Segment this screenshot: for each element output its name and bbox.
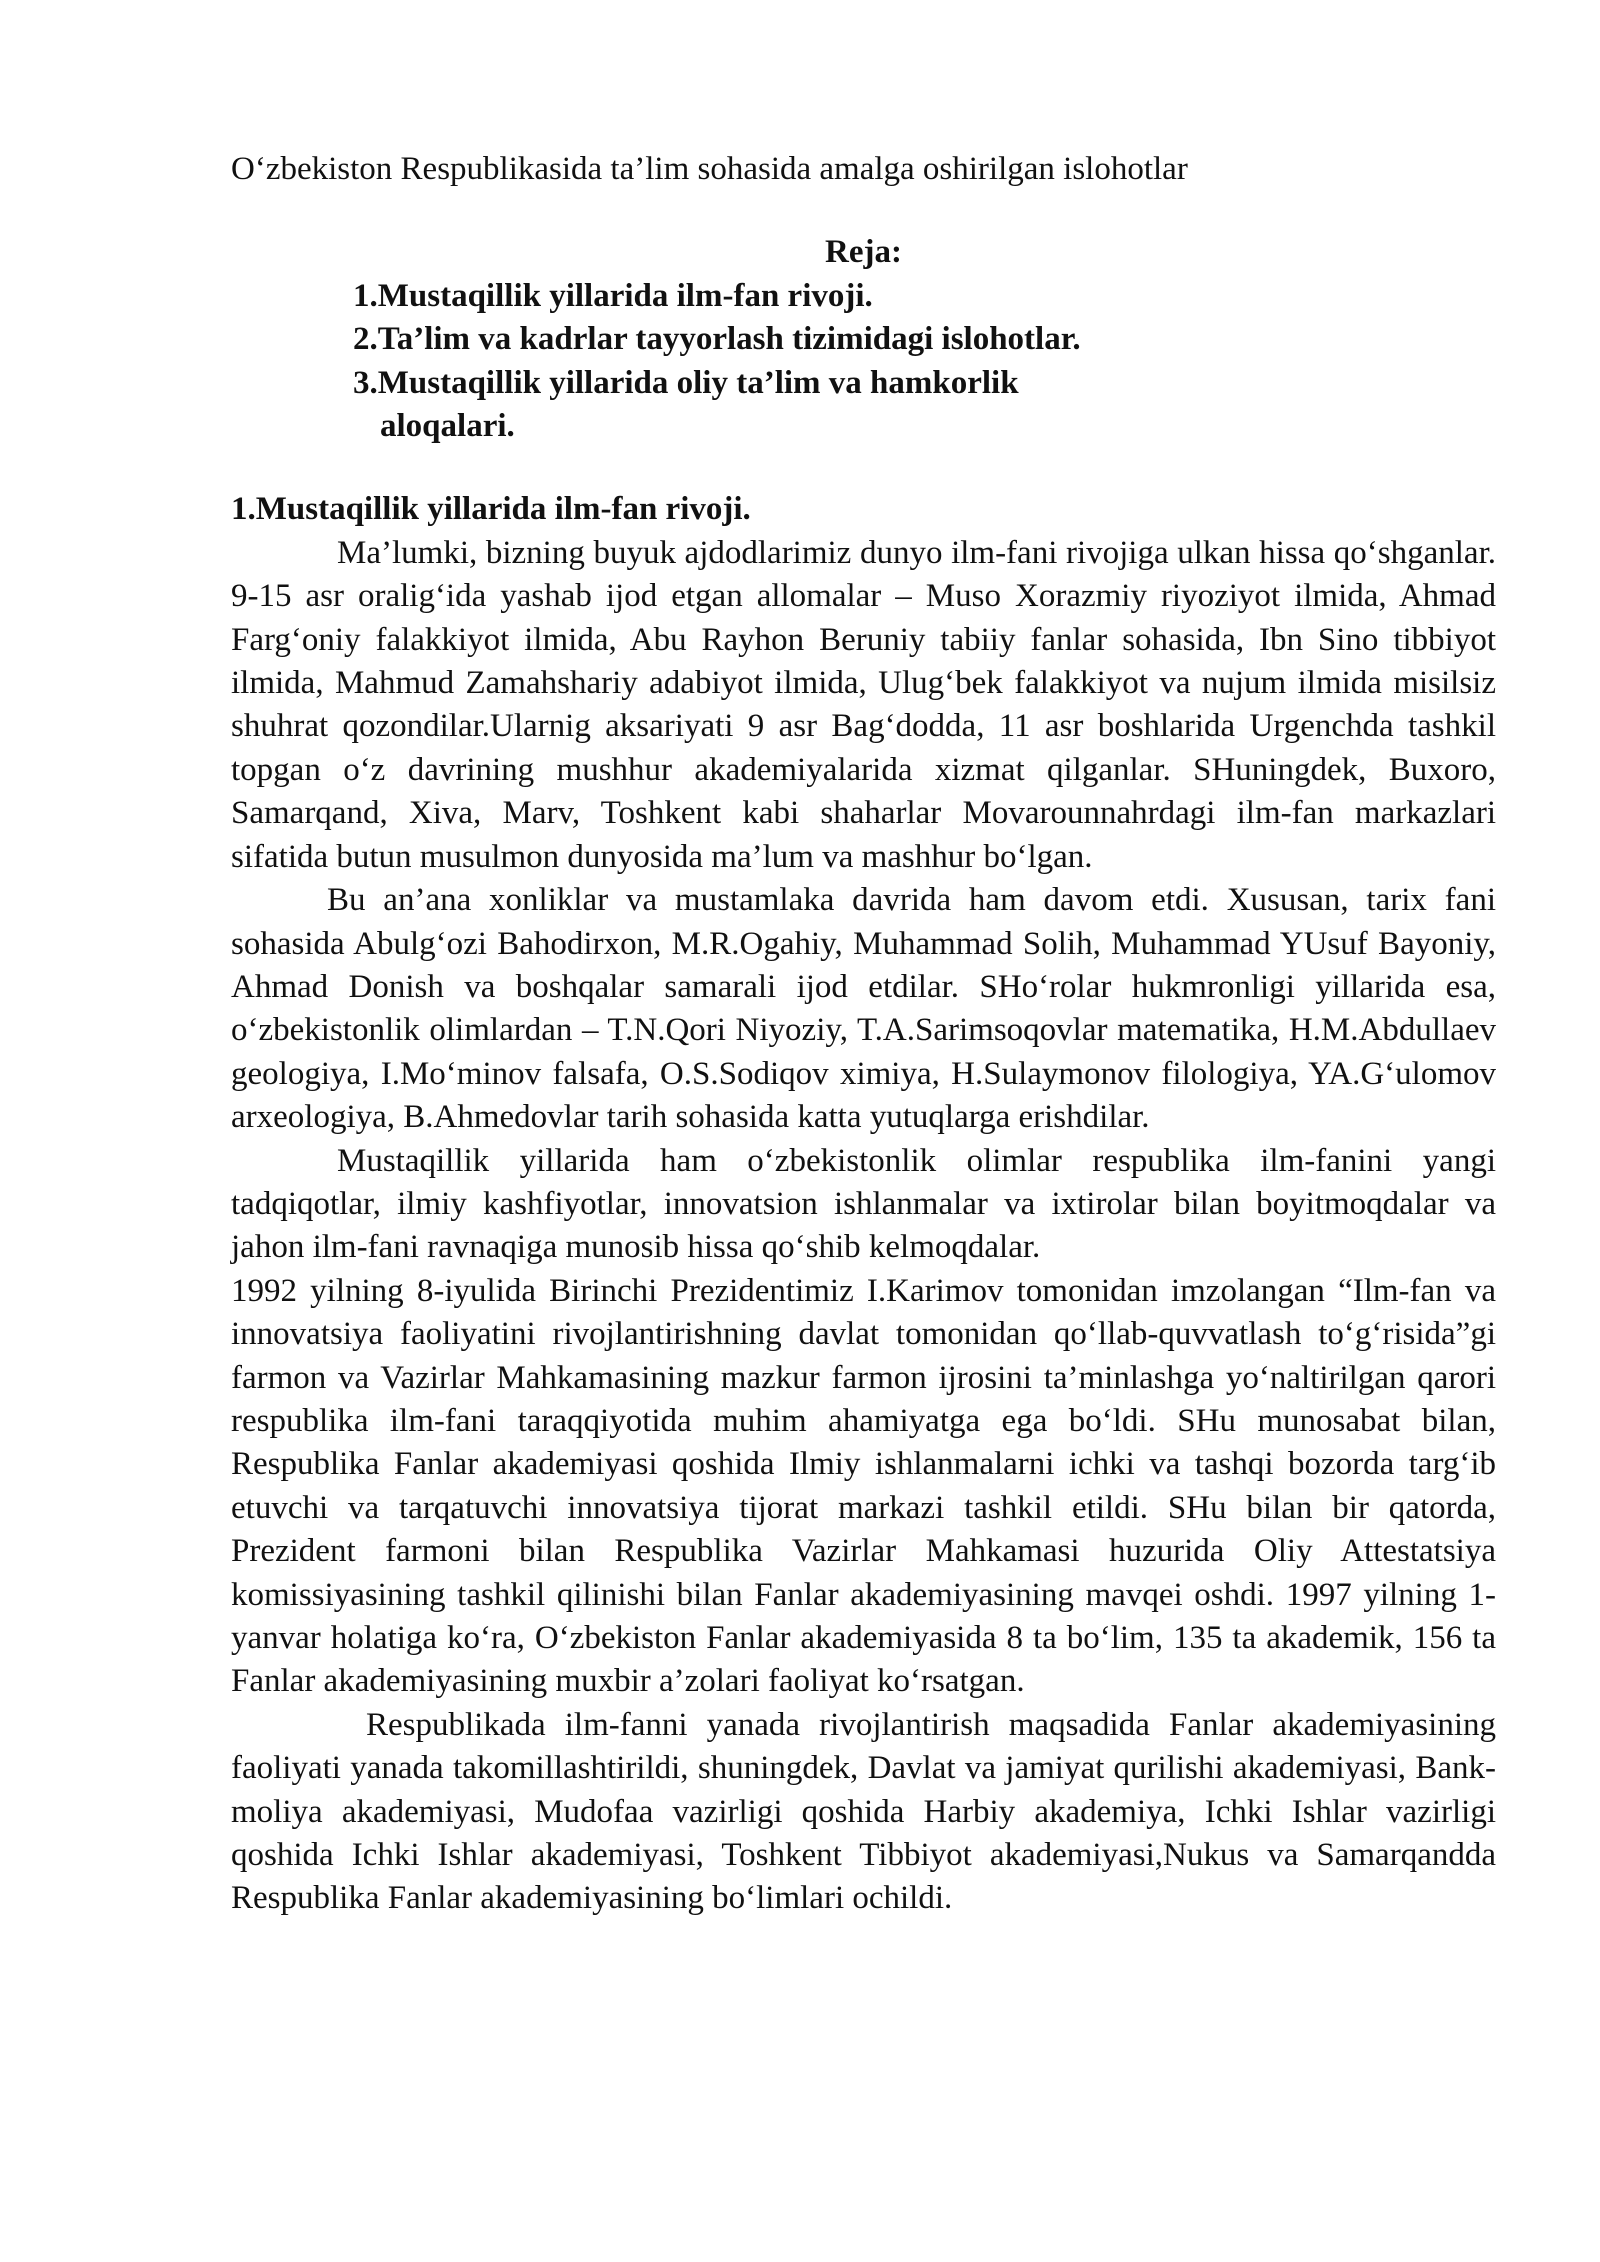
body-paragraph: Respublikada ilm-fanni yanada rivojlantirish maqsadida Fanlar akademiyasining faoliyati yanada takomillashtirildi, shuningdek, Davlat va jamiyat qurilishi akademiyasi, Bank-moliya akademiyasi, Mudofaa vazirligi qoshida Harbiy akademiya, Ichki Ishlar vazirligi qoshida Ichki Ishlar akademiyasi, Toshkent Tibbiyot akademiyasi,Nukus va Samarqandda Respublika Fanlar akademiyasining bo‘limlari ochildi. <box>231 1706 1496 1917</box>
plan-list <box>353 275 1496 449</box>
plan-item <box>353 362 1496 449</box>
body-paragraph: 1992 yilning 8-iyulida Birinchi Prezidentimiz I.Karimov tomonidan imzolangan “Ilm-fan va innovatsiya faoliyatini rivojlantirishning davlat tomonidan qo‘llab-quvvatlash to‘g‘risida”gi farmon va Vazirlar Mahkamasining mazkur farmon ijrosini ta’minlashga yo‘naltirilgan qarori respublika ilm-fani taraqqiyotida muhim ahamiyatga ega bo‘ldi. SHu munosabat bilan, Respublika Fanlar akademiyasi qoshida Ilmiy ishlanmalarni ichki va tashqi bozorda targ‘ib etuvchi va tarqatuvchi innovatsiya tijorat markazi tashkil etildi. SHu bilan bir qatorda, Prezident farmoni bilan Respublika Vazirlar Mahkamasi huzurida Oliy Attestatsiya komissiyasining tashkil qilinishi bilan Fanlar akademiyasining mavqei oshdi. 1997 yilning 1-yanvar holatiga ko‘ra, O‘zbekiston Fanlar akademiyasida 8 ta bo‘lim, 135 ta akademik, 156 ta Fanlar akademiyasining muxbir a’zolari faoliyat ko‘rsatgan. <box>231 1272 1496 1700</box>
plan-item: 2.Ta’lim va kadrlar tayyorlash tizimidagi islohotlar. <box>353 321 1081 358</box>
plan-item: 1.Mustaqillik yillarida ilm-fan rivoji. <box>353 277 873 314</box>
document-title: O‘zbekiston Respublikasida ta’lim sohasida amalga oshirilgan islohotlar <box>231 151 1188 187</box>
plan-item-continuation: aloqalari. <box>380 408 515 445</box>
document-page <box>231 148 1496 1921</box>
body-paragraph: Mustaqillik yillarida ham o‘zbekistonlik olimlar respublika ilm-fanini yangi tadqiqotlar, ilmiy kashfiyotlar, innovatsion ishlanmalar va ixtirolar bilan boyitmoqdalar va jahon ilm-fani ravnaqiga munosib hissa qo‘shib kelmoqdalar. <box>231 1142 1496 1266</box>
body-paragraph: Bu an’ana xonliklar va mustamlaka davrida ham davom etdi. Xususan, tarix fani sohasida Abulg‘ozi Bahodirxon, M.R.Ogahiy, Muhammad Solih, Muhammad YUsuf Bayoniy, Ahmad Donish va boshqalar samarali ijod etdilar. SHo‘rolar hukmronligi yillarida esa, o‘zbekistonlik olimlardan – T.N.Qori Niyoziy, T.A.Sarimsoqovlar matematika, H.M.Abdullaev geologiya, I.Mo‘minov falsafa, O.S.Sodiqov ximiya, H.Sulaymonov filologiya, YA.G‘ulomov arxeologiya, B.Ahmedovlar tarih sohasida katta yutuqlarga erishdilar. <box>231 882 1496 1136</box>
plan-item-text: 3.Mustaqillik yillarida oliy ta’lim va hamkorlik <box>353 364 1019 401</box>
section-heading: 1.Mustaqillik yillarida ilm-fan rivoji. <box>231 491 751 528</box>
body-paragraph: Ma’lumki, bizning buyuk ajdodlarimiz dunyo ilm-fani rivojiga ulkan hissa qo‘shganlar. 9-15 asr oralig‘ida yashab ijod etgan allomalar – Muso Xorazmiy riyoziyot ilmida, Ahmad Farg‘oniy falakkiyot ilmida, Abu Rayhon Beruniy tabiiy fanlar sohasida, Ibn Sino tibbiyot ilmida, Mahmud Zamahshariy adabiyot ilmida, Ulug‘bek falakkiyot va nujum ilmida misilsiz shuhrat qozondilar.Ularnig aksariyati 9 asr Bag‘dodda, 11 asr boshlarida Urgenchda tashkil topgan o‘z davrining mushhur akademiyalarida xizmat qilganlar. SHuningdek, Buxoro, Samarqand, Xiva, Marv, Toshkent kabi shaharlar Movarounnahrdagi ilm-fan markazlari sifatida butun musulmon dunyosida ma’lum va mashhur bo‘lgan. <box>231 534 1496 875</box>
plan-heading: Reja: <box>825 234 902 271</box>
